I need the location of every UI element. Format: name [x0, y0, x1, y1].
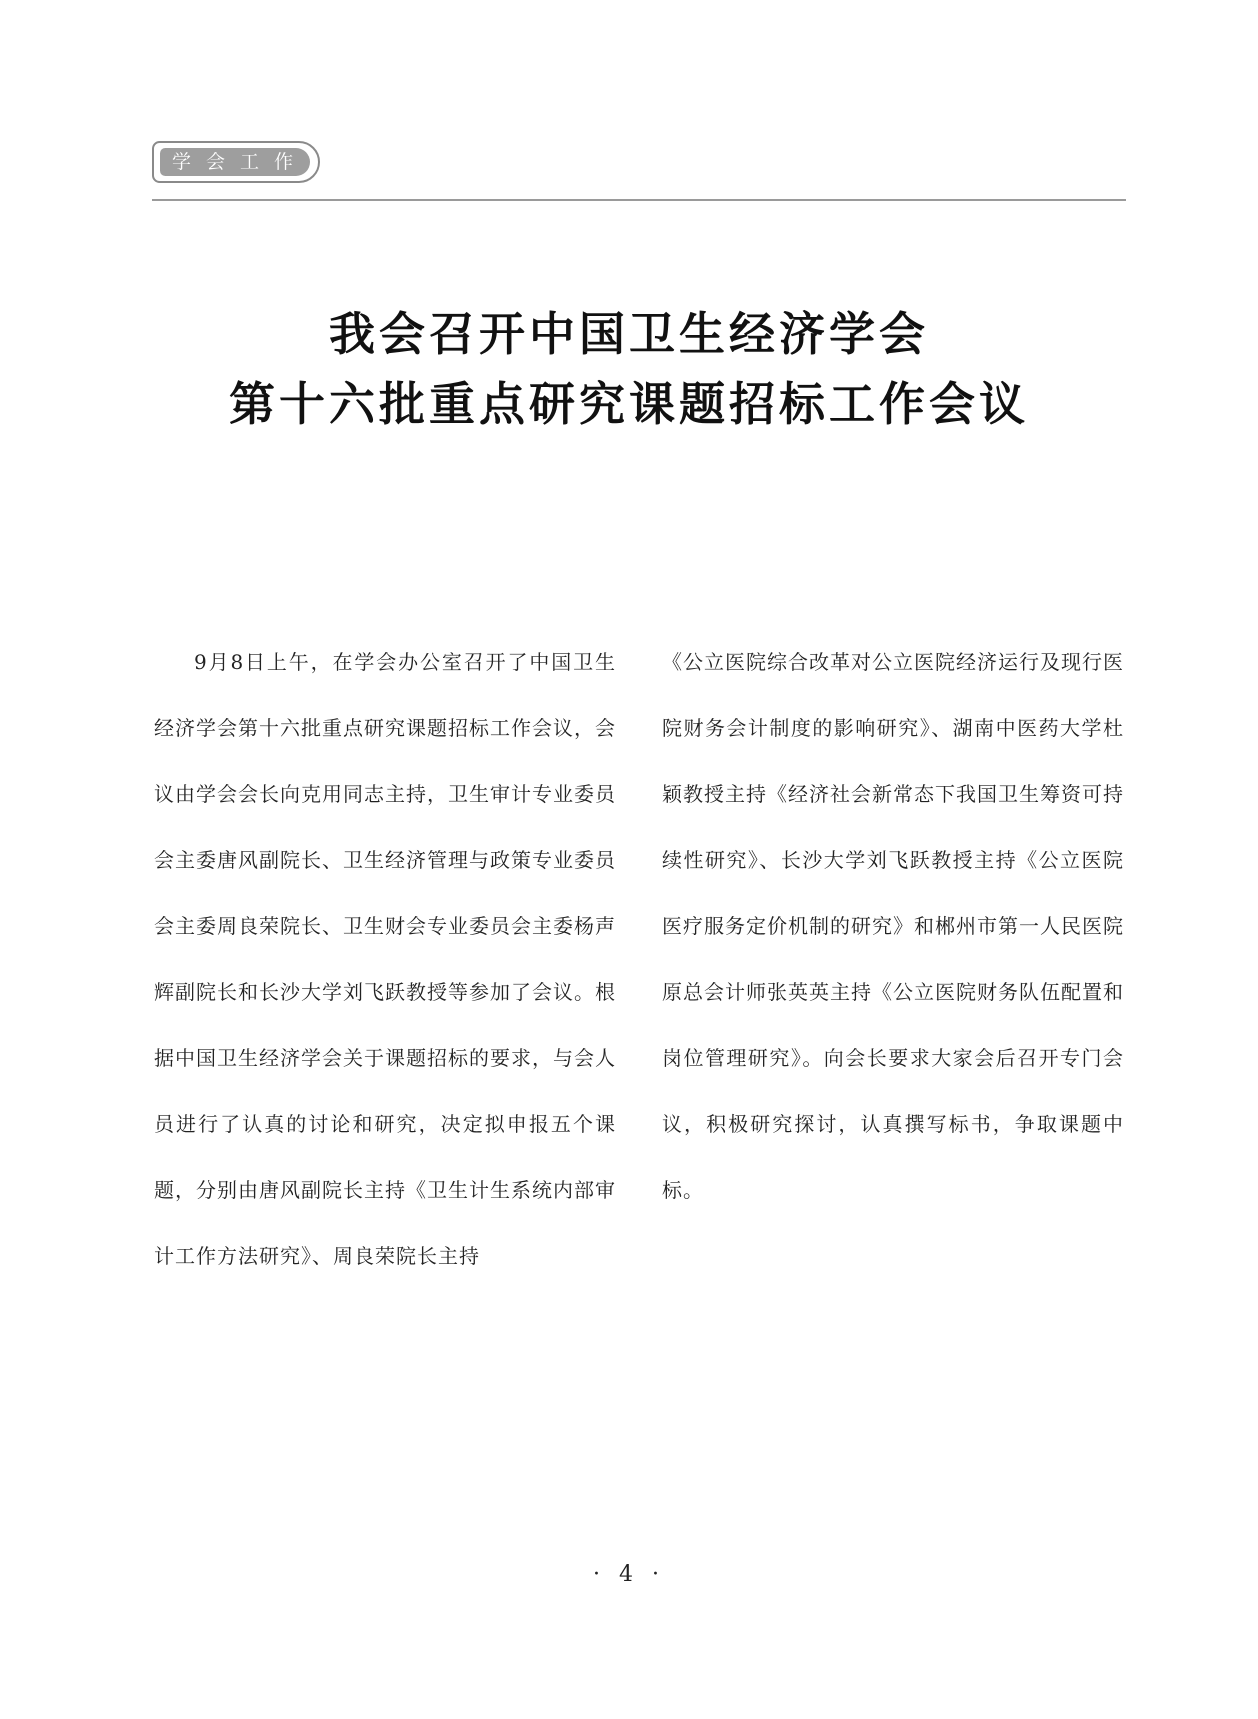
- page-number: · 4 ·: [593, 1562, 665, 1587]
- body-paragraph-left: 9月8日上午，在学会办公室召开了中国卫生经济学会第十六批重点研究课题招标工作会议，会议由学会会长向克用同志主持，卫生审计专业委员会主委唐风副院长、卫生经济管理与政策专业委员会主委周良荣院长、卫生财会专业委员会主委杨声辉副院长和长沙大学刘飞跃教授等参加了会议。根据中国卫生经济学会关于课题招标的要求，与会人员进行了认真的讨论和研究，决定拟申报五个课题，分别由唐风副院长主持《卫生计生系统内部审计工作方法研究》、周良荣院长主持: [154, 650, 616, 1268]
- section-tab: [152, 141, 320, 183]
- article-title-line-2: 第十六批重点研究课题招标工作会议: [229, 377, 1029, 431]
- section-label: 学会工作: [160, 148, 310, 176]
- body-paragraph-right: 《公立医院综合改革对公立医院经济运行及现行医院财务会计制度的影响研究》、湖南中医药大学杜颖教授主持《经济社会新常态下我国卫生筹资可持续性研究》、长沙大学刘飞跃教授主持《公立医院医疗服务定价机制的研究》和郴州市第一人民医院原总会计师张英英主持《公立医院财务队伍配置和岗位管理研究》。向会长要求大家会后召开专门会议，积极研究探讨，认真撰写标书，争取课题中标。: [662, 650, 1124, 1202]
- article-title-line-1: 我会召开中国卫生经济学会: [329, 307, 929, 361]
- header-rule: [152, 199, 1126, 201]
- body-column-right: [662, 629, 1124, 1223]
- body-column-left: [154, 629, 616, 1289]
